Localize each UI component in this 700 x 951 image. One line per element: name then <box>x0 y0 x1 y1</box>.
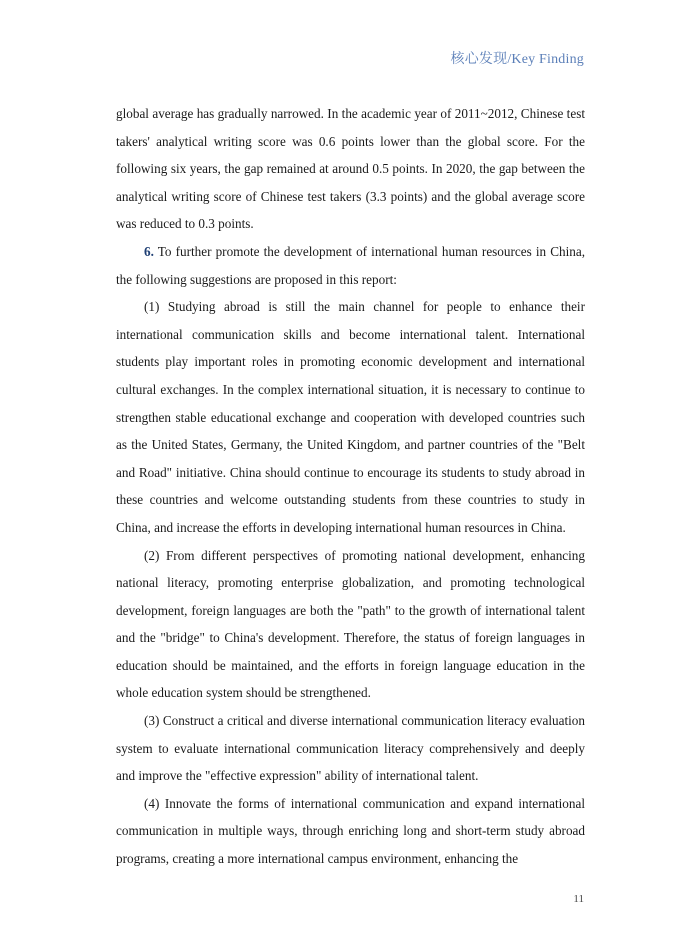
paragraph-item-6 <box>116 238 585 293</box>
item-text: To further promote the development of international human resources in China, the following suggestions are proposed in this report: <box>116 243 585 287</box>
page-number: 11 <box>573 893 584 905</box>
suggestion-1: (1) Studying abroad is still the main channel for people to enhance their international communication skills and become international talent. International students play important roles in promoting economic development and international cultural exchanges. In the complex international situation, it is necessary to continue to strengthen stable educational exchange and cooperation with developed countries such as the United States, Germany, the United Kingdom, and partner countries of the "Belt and Road" initiative. China should continue to encourage its students to study abroad in these countries and welcome outstanding students from these countries to study in China, and increase the efforts in developing international human resources in China. <box>116 299 585 535</box>
item-number: 6. <box>144 243 154 259</box>
page-body <box>116 100 585 873</box>
suggestion-4: (4) Innovate the forms of international communication and expand international communication in multiple ways, through enriching long and short-term study abroad programs, creating a more international campus environment, enhancing the <box>116 795 585 867</box>
suggestion-2: (2) From different perspectives of promoting national development, enhancing national literacy, promoting enterprise globalization, and promoting technological development, foreign languages are both the "path" to the growth of international talent and the "bridge" to China's development. Therefore, the status of foreign languages in education should be maintained, and the efforts in foreign language education in the whole education system should be strengthened. <box>116 547 585 701</box>
running-header: 核心发现/Key Finding <box>450 52 584 67</box>
paragraph-continued: global average has gradually narrowed. In the academic year of 2011~2012, Chinese test takers' analytical writing score was 0.6 points lower than the global score. For the following six years, the gap remained at around 0.5 points. In 2020, the gap between the analytical writing score of Chinese test takers (3.3 points) and the global average score was reduced to 0.3 points. <box>116 106 585 232</box>
suggestion-3: (3) Construct a critical and diverse international communication literacy evaluation system to evaluate international communication literacy comprehensively and deeply and improve the "effective expression" ability of international talent. <box>116 713 585 784</box>
